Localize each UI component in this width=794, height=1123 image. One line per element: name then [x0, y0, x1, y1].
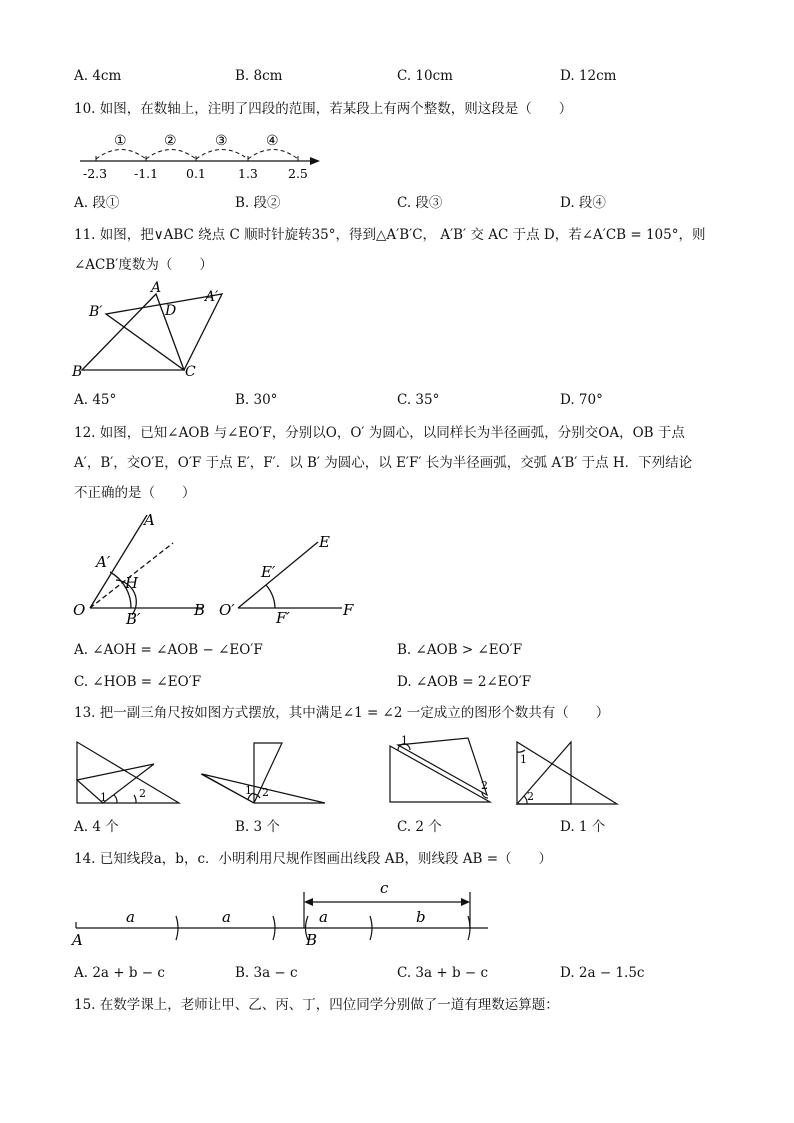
q14-option-b: B. 3a − c	[235, 965, 298, 981]
q11-option-a: A. 45°	[74, 392, 117, 408]
label-f-prime: F′	[276, 609, 290, 627]
q9-option-a: A. 4cm	[74, 68, 122, 84]
q13-figure-1	[73, 738, 185, 808]
label-o: O	[73, 601, 86, 619]
label-point-a: A	[72, 931, 83, 949]
segment-label-4: ④	[266, 133, 279, 149]
q12-angle-figure-1	[70, 510, 210, 630]
q11-stem-line2: ∠ACB′度数为（ ）	[74, 257, 213, 273]
segment-arc-4	[248, 150, 298, 160]
segment-arc-3	[196, 150, 248, 160]
q14-option-c: C. 3a + b − c	[397, 965, 489, 981]
q10-option-b: B. 段②	[235, 195, 281, 211]
label-b: B	[72, 364, 83, 380]
label-c: c	[380, 879, 389, 897]
label-a: A	[151, 280, 162, 296]
label-a-1: a	[126, 908, 135, 926]
set-square-small	[398, 738, 487, 795]
q13-figure-4	[513, 738, 623, 808]
q14-option-a: A. 2a + b − c	[74, 965, 165, 981]
q13-figure-2	[200, 738, 330, 808]
tick-label-4: 1.3	[238, 166, 258, 181]
tick-label-2: -1.1	[134, 166, 159, 181]
q10-option-a: A. 段①	[74, 195, 120, 211]
q11-option-d: D. 70°	[560, 392, 603, 408]
number-line-arrow	[310, 157, 320, 165]
tick-label-3: 0.1	[186, 166, 206, 181]
label-e-prime: E′	[261, 563, 276, 581]
label-f: F	[343, 601, 354, 619]
q12-option-b: B. ∠AOB > ∠EO′F	[397, 642, 523, 658]
q12-option-d: D. ∠AOB = 2∠EO′F	[397, 674, 532, 690]
q12-stem-line3: 不正确的是（ ）	[74, 485, 196, 501]
label-b: b	[416, 908, 426, 926]
angle-1-label: 1	[401, 734, 408, 747]
segment-arc-2	[146, 150, 196, 160]
angle-1-arc	[114, 795, 117, 803]
q13-option-d: D. 1 个	[560, 819, 606, 835]
q13-option-c: C. 2 个	[397, 819, 442, 835]
angle-2-label: 2	[262, 786, 269, 799]
label-o-prime: O′	[219, 601, 235, 619]
q11-option-c: C. 35°	[397, 392, 440, 408]
q14-option-d: D. 2a − 1.5c	[560, 965, 645, 981]
q11-stem-line1: 11. 如图，把∨ABC 绕点 C 顺时针旋转35°，得到△A′B′C， A′B′ 交 AC 于点 D，若∠A′CB = 105°，则	[74, 227, 706, 243]
label-a-prime: A′	[96, 553, 111, 571]
segment-arc-1	[96, 150, 146, 160]
q13-figure-3	[386, 736, 496, 806]
label-a: A	[144, 511, 155, 529]
label-point-b: B	[306, 931, 318, 949]
label-b-prime: B′	[126, 610, 141, 628]
segment-label-3: ③	[215, 133, 228, 149]
q10-option-c: C. 段③	[397, 195, 443, 211]
q9-option-d: D. 12cm	[560, 68, 617, 84]
q10-option-d: D. 段④	[560, 195, 606, 211]
set-square-large	[390, 746, 490, 802]
q12-option-c: C. ∠HOB = ∠EO′F	[74, 674, 202, 690]
tick-label-5: 2.5	[288, 166, 308, 181]
q9-option-b: B. 8cm	[235, 68, 283, 84]
segment-label-1: ①	[114, 133, 127, 149]
set-square-small	[517, 742, 571, 804]
label-a-prime: A′	[205, 289, 219, 305]
label-b: B	[194, 601, 206, 619]
arc-epfp	[266, 585, 275, 608]
angle-2-label: 2	[139, 787, 146, 800]
q14-segment-figure	[72, 876, 492, 949]
q13-stem: 13. 把一副三角尺按如图方式摆放，其中满足∠1 = ∠2 一定成立的图形个数共有（ ）	[74, 705, 610, 721]
q11-rotation-figure	[72, 282, 232, 382]
segment-label-2: ②	[164, 133, 177, 149]
label-b-prime: B′	[89, 304, 103, 320]
angle-2-arc	[134, 795, 136, 803]
q14-stem: 14. 已知线段a，b，c．小明利用尺规作图画出线段 AB，则线段 AB =（ ）	[74, 851, 553, 867]
angle-1-label: 1	[100, 791, 107, 804]
q12-stem-line1: 12. 如图，已知∠AOB 与∠EO′F，分别以O，O′ 为圆心，以同样长为半径画弧，分别交OA，OB 于点	[74, 425, 685, 441]
q11-option-b: B. 30°	[235, 392, 278, 408]
arrow-c-left	[304, 898, 313, 906]
label-e: E	[319, 533, 330, 551]
arrow-c-right	[461, 898, 470, 906]
label-d: D	[165, 303, 177, 319]
q13-option-a: A. 4 个	[74, 819, 119, 835]
q13-option-b: B. 3 个	[235, 819, 280, 835]
q10-stem: 10. 如图，在数轴上，注明了四段的范围，若某段上有两个整数，则这段是（ ）	[74, 101, 573, 117]
q9-option-c: C. 10cm	[397, 68, 453, 84]
q12-stem-line2: A′，B′，交O′E，O′F 于点 E′，F′．以 B′ 为圆心，以 E′F′ 长为半径画弧，交弧 A′B′ 于点 H．下列结论	[74, 455, 693, 471]
angle-2-label: 2	[481, 779, 488, 792]
q15-stem: 15. 在数学课上，老师让甲、乙、丙、丁，四位同学分别做了一道有理数运算题：	[74, 997, 559, 1013]
q12-angle-figure-2	[216, 530, 366, 630]
q12-option-a: A. ∠AOH = ∠AOB − ∠EO′F	[74, 642, 263, 658]
angle-2-label: 2	[527, 790, 534, 803]
ray-ope	[238, 542, 318, 608]
angle-1-arc	[517, 750, 525, 752]
q10-number-line-figure	[74, 128, 324, 180]
tick-label-1: -2.3	[83, 166, 108, 181]
angle-1-label: 1	[245, 784, 252, 797]
label-a-2: a	[222, 908, 231, 926]
label-a-3: a	[319, 908, 328, 926]
angle-1-label: 1	[520, 753, 527, 766]
triangle-apbpc	[106, 294, 222, 370]
label-h: H	[125, 574, 139, 592]
label-c: C	[185, 364, 196, 380]
